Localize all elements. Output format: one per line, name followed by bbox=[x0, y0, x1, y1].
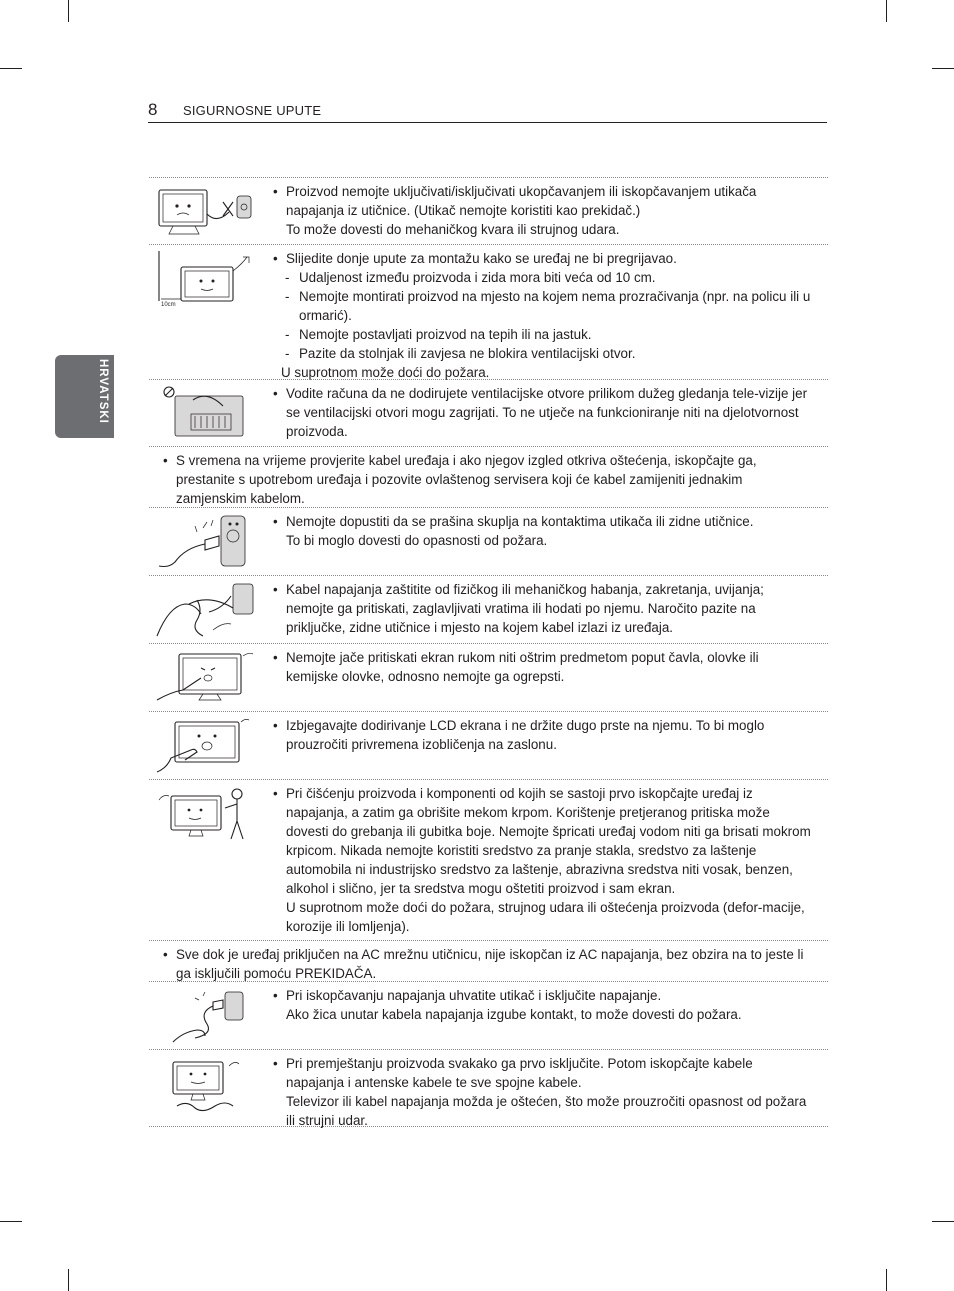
page-number: 8 bbox=[148, 100, 158, 119]
bullet-text: • Slijedite donje upute za montažu kako se uređaj ne bi pregrijavao. bbox=[273, 249, 813, 268]
unplug-hand-illustration bbox=[153, 988, 259, 1044]
sub-item: - Udaljenost između proizvoda i zida mora biti veća od 10 cm. bbox=[285, 270, 656, 285]
safety-item bbox=[149, 1049, 828, 1127]
tv-wall-distance-illustration bbox=[153, 251, 259, 307]
note-text: U suprotnom može doći do požara. bbox=[281, 365, 490, 380]
safety-item bbox=[149, 446, 828, 507]
safety-item bbox=[149, 575, 828, 643]
safety-item bbox=[149, 379, 828, 446]
note-text: To može dovesti do mehaničkog kvara ili strujnog udara. bbox=[286, 222, 620, 237]
tv-moving-illustration bbox=[153, 1056, 259, 1112]
bullet-text: • Proizvod nemojte uključivati/isključivati ukopčavanjem ili iskopčavanjem utikača napajanja iz utičnice. (Utikač nemojte koristiti kao prekidač.) bbox=[273, 182, 813, 220]
tv-cleaning-illustration bbox=[153, 786, 259, 842]
note-text: Ako žica unutar kabela napajanja izgube kontakt, to može dovesti do požara. bbox=[286, 1007, 742, 1022]
crop-mark bbox=[886, 0, 887, 22]
tv-scratch-illustration bbox=[153, 650, 259, 706]
bullet-text: • S vremena na vrijeme provjerite kabel uređaja i ako njegov izgled otkriva oštećenja, iskopčajte ga, prestanite s upotrebom uređaja i pozovite ovlaštenog servisera koji će kabel zamijeniti jednakim zamjenskim kabelom. bbox=[163, 451, 813, 508]
bullet-text: • Kabel napajanja zaštitite od fizičkog ili mehaničkog habanja, zakretanja, uvijanja; nemojte ga pritiskati, zaglavljivati vratima ili hodati po njemu. Naročito pazite na priključke, zidne utičnice i mjesto na kojem kabel izlazi iz uređaja. bbox=[273, 580, 813, 637]
safety-list bbox=[149, 177, 828, 1127]
bullet-text: • Pri premještanju proizvoda svakako ga prvo isključite. Potom iskopčajte kabele napajanja i antenske kabele te sve spojne kabele. bbox=[273, 1054, 813, 1092]
bullet-text: • Pri čišćenju proizvoda i komponenti od kojih se sastoji prvo iskopčajte uređaj iz napajanja, a zatim ga obrišite mekom krpom. Korištenje pretjeranog pritiska može dovesti do grebanja ili gubitka boje. Nemojte špricati uređaj vodom niti ga brisati mokrom krpicom. Nikada nemojte koristiti sredstvo za pranje stakla, sredstvo za laštenje automobila ni industrijsko sredstvo za laštenje, abrazivna sredstva niti vosak, benzen, alkohol i slično, jer ta sredstva mogu oštetiti proizvod i sam ekran. bbox=[273, 784, 813, 898]
plug-dust-illustration bbox=[153, 514, 259, 570]
safety-item bbox=[149, 779, 828, 940]
language-label: HRVATSKI bbox=[97, 359, 109, 424]
bullet-text: • Sve dok je uređaj priključen na AC mrežnu utičnicu, nije iskopčan iz AC napajanja, bez obzira na to jeste li ga isključili pomoću PREKIDAČA. bbox=[163, 945, 813, 983]
note-text: To bi moglo dovesti do opasnosti od požara. bbox=[286, 533, 548, 548]
crop-mark bbox=[68, 1269, 69, 1291]
tv-unplug-illustration bbox=[153, 184, 259, 240]
bullet-text: • Vodite računa da ne dodirujete ventilacijske otvore prilikom dužeg gledanja tele-vizije jer se ventilacijski otvori mogu zagrijati. To ne utječe na funkcioniranje niti na djelotvornost proizvoda. bbox=[273, 384, 813, 441]
note-text: U suprotnom može doći do požara, strujnog udara ili oštećenja proizvoda (defor-macije, korozije ili lomljenja). bbox=[286, 900, 805, 934]
page-header bbox=[148, 100, 827, 123]
safety-item bbox=[149, 711, 828, 779]
section-title: SIGURNOSNE UPUTE bbox=[183, 103, 322, 118]
safety-item bbox=[149, 177, 828, 244]
crop-mark bbox=[932, 1221, 954, 1222]
safety-item bbox=[149, 643, 828, 711]
sub-item: - Nemojte montirati proizvod na mjesto na kojem nema prozračivanja (npr. na policu ili u ormarić). bbox=[285, 289, 811, 323]
safety-item bbox=[149, 507, 828, 575]
sub-item: - Pazite da stolnjak ili zavjesa ne blokira ventilacijski otvor. bbox=[285, 346, 636, 361]
crop-mark bbox=[0, 1221, 22, 1222]
bullet-text: • Izbjegavajte dodirivanje LCD ekrana i ne držite dugo prste na njemu. To bi moglo prouzročiti privremena izobličenja na zaslonu. bbox=[273, 716, 813, 754]
cable-twist-illustration bbox=[153, 582, 259, 638]
note-text: Televizor ili kabel napajanja možda je oštećen, što može prouzročiti opasnost od požara ili strujni udar. bbox=[286, 1094, 807, 1128]
sub-item: - Nemojte postavljati proizvod na tepih ili na jastuk. bbox=[285, 327, 592, 342]
bullet-text: • Nemojte jače pritiskati ekran rukom niti oštrim predmetom poput čavla, olovke ili kemijske olovke, odnosno nemojte ga ogrepsti. bbox=[273, 648, 813, 686]
crop-mark bbox=[68, 0, 69, 22]
wall-distance-label: 10cm bbox=[161, 302, 176, 307]
bullet-text: • Pri iskopčavanju napajanja uhvatite utikač i isključite napajanje. bbox=[273, 986, 813, 1005]
language-tab bbox=[55, 355, 114, 438]
crop-mark bbox=[932, 68, 954, 69]
tv-touch-illustration bbox=[153, 718, 259, 774]
tv-vent-hot-illustration bbox=[153, 386, 259, 442]
crop-mark bbox=[886, 1269, 887, 1291]
safety-item bbox=[149, 244, 828, 379]
safety-item bbox=[149, 981, 828, 1049]
crop-mark bbox=[0, 68, 22, 69]
bullet-text: • Nemojte dopustiti da se prašina skuplja na kontaktima utikača ili zidne utičnice. bbox=[273, 512, 813, 531]
safety-item bbox=[149, 940, 828, 981]
